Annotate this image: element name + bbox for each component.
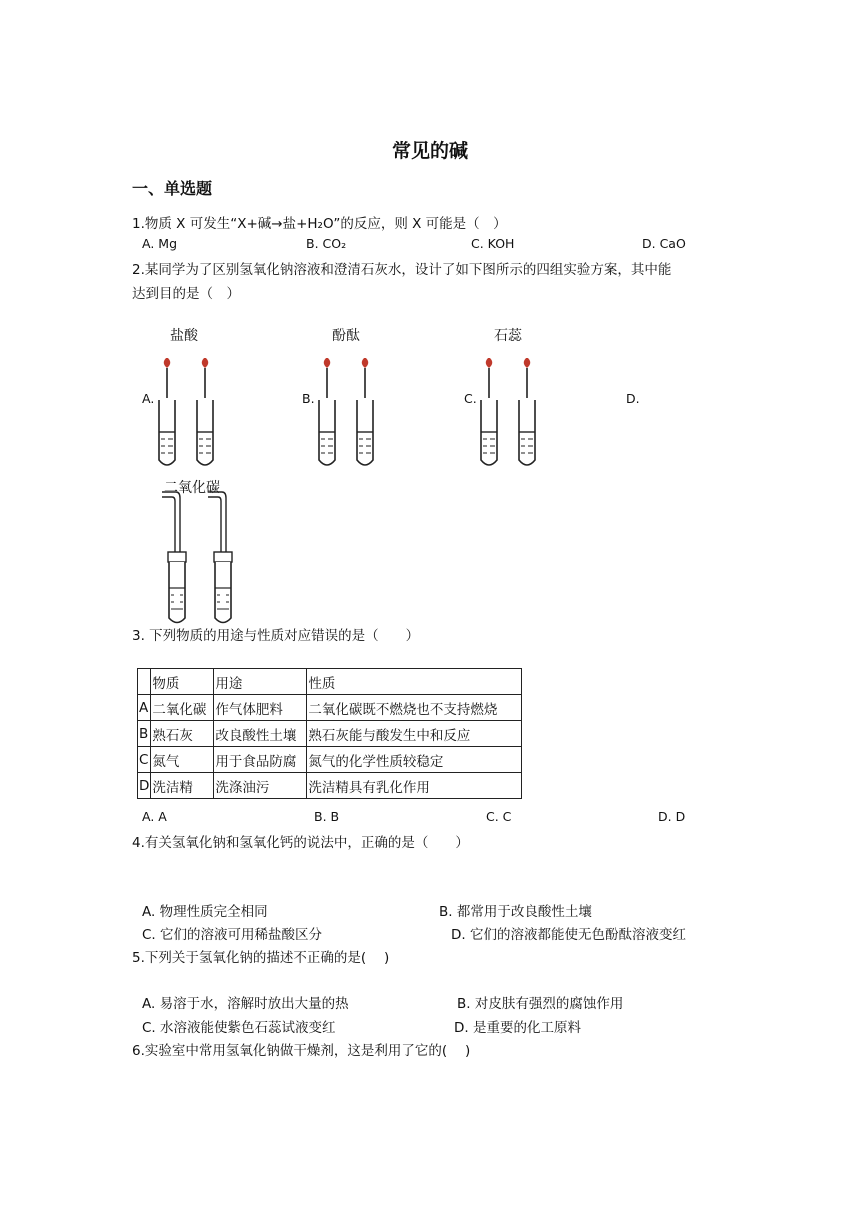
q1-option-b[interactable]: B. CO₂: [306, 236, 347, 251]
q5-option-a[interactable]: A. 易溶于水，溶解时放出大量的热: [142, 996, 349, 1012]
table-cell: D: [138, 773, 151, 799]
figure-c-label: 石蕊: [494, 328, 522, 344]
question-4-text: 4.有关氢氧化钠和氢氧化钙的说法中，正确的是（ ）: [132, 835, 469, 851]
q2-option-b[interactable]: B.: [302, 391, 315, 406]
q2-option-c[interactable]: C.: [464, 391, 477, 406]
q4-option-d[interactable]: D. 它们的溶液都能使无色酚酞溶液变红: [451, 927, 686, 943]
section-heading: 一、单选题: [132, 179, 213, 198]
q4-option-b[interactable]: B. 都常用于改良酸性土壤: [439, 904, 592, 920]
table-cell: C: [138, 747, 151, 773]
table-row: [138, 721, 522, 747]
table-cell: 洗涤油污: [214, 773, 307, 799]
table-cell: 作气体肥料: [214, 695, 307, 721]
table-header-row: [138, 669, 522, 695]
table-cell: 氮气的化学性质较稳定: [307, 747, 522, 773]
question-5-text: 5.下列关于氢氧化钠的描述不正确的是( ): [132, 950, 390, 966]
q2-option-d[interactable]: D.: [626, 391, 640, 406]
table-cell: B: [138, 721, 151, 747]
properties-table: [137, 668, 522, 799]
q5-option-c[interactable]: C. 水溶液能使紫色石蕊试液变红: [142, 1020, 336, 1036]
table-cell: 洗洁精: [151, 773, 214, 799]
table-cell: 熟石灰能与酸发生中和反应: [307, 721, 522, 747]
table-cell: 用于食品防腐: [214, 747, 307, 773]
question-2-line1: 2.某同学为了区别氢氧化钠溶液和澄清石灰水，设计了如下图所示的四组实验方案，其中能: [132, 262, 672, 278]
table-cell: 二氧化碳既不燃烧也不支持燃烧: [307, 695, 522, 721]
table-row: [138, 747, 522, 773]
q2-option-a[interactable]: A.: [142, 391, 155, 406]
figure-c-test-tubes: [479, 358, 549, 474]
figure-d-gas-tubes: [158, 498, 248, 620]
table-cell: A: [138, 695, 151, 721]
q5-option-d[interactable]: D. 是重要的化工原料: [454, 1020, 581, 1036]
table-cell: 洗洁精具有乳化作用: [307, 773, 522, 799]
figure-b-test-tubes: [317, 358, 387, 474]
q5-option-b[interactable]: B. 对皮肤有强烈的腐蚀作用: [457, 996, 624, 1012]
table-cell: 改良酸性土壤: [214, 721, 307, 747]
q3-option-a[interactable]: A. A: [142, 809, 167, 824]
q3-option-c[interactable]: C. C: [486, 809, 512, 824]
table-cell: 氮气: [151, 747, 214, 773]
question-1-text: 1.物质 X 可发生“X+碱→盐+H₂O”的反应，则 X 可能是（ ）: [132, 216, 507, 232]
question-2-line2: 达到目的是（ ）: [132, 286, 240, 302]
table-header-cell: 性质: [307, 669, 522, 695]
q3-option-b[interactable]: B. B: [314, 809, 340, 824]
q3-option-d[interactable]: D. D: [658, 809, 686, 824]
q1-option-d[interactable]: D. CaO: [642, 236, 686, 251]
q1-option-a[interactable]: A. Mg: [142, 236, 177, 251]
figure-a-test-tubes: [157, 358, 227, 474]
figure-b-label: 酚酞: [332, 328, 360, 344]
table-header-cell: 用途: [214, 669, 307, 695]
q1-option-c[interactable]: C. KOH: [471, 236, 515, 251]
table-cell: 二氧化碳: [151, 695, 214, 721]
table-row: [138, 695, 522, 721]
page-title: 常见的碱: [391, 140, 468, 162]
question-3-text: 3. 下列物质的用途与性质对应错误的是（ ）: [132, 628, 420, 644]
figure-d-label: 二氧化碳: [164, 480, 220, 496]
table-cell: 熟石灰: [151, 721, 214, 747]
question-6-text: 6.实验室中常用氢氧化钠做干燥剂，这是利用了它的( ): [132, 1043, 471, 1059]
q4-option-a[interactable]: A. 物理性质完全相同: [142, 904, 268, 920]
table-header-cell: [138, 669, 151, 695]
q4-option-c[interactable]: C. 它们的溶液可用稀盐酸区分: [142, 927, 323, 943]
table-row: [138, 773, 522, 799]
figure-a-label: 盐酸: [170, 328, 198, 344]
table-header-cell: 物质: [151, 669, 214, 695]
